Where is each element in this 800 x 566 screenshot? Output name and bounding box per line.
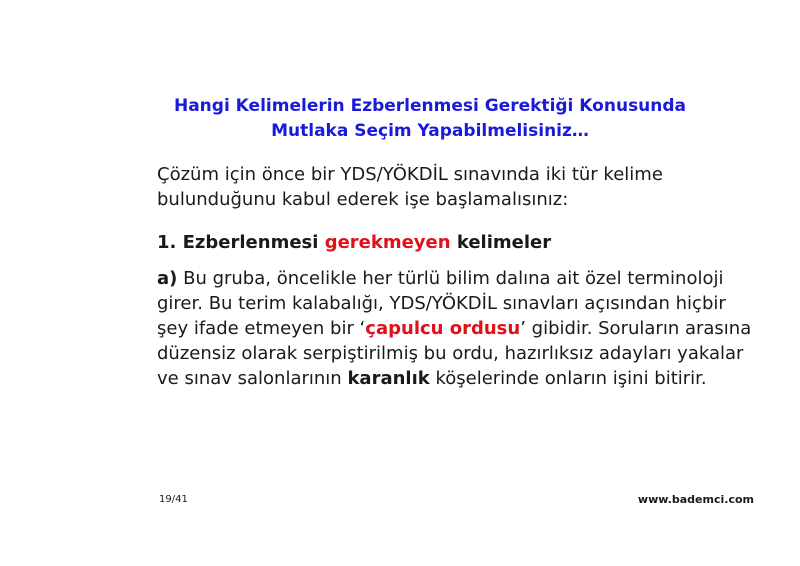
para-line-3 <box>157 316 767 341</box>
section-prefix: 1. Ezberlenmesi <box>157 232 325 253</box>
section-suffix: kelimeler <box>450 232 552 253</box>
site-url: www.bademci.com <box>637 493 754 506</box>
title-line-1: Hangi Kelimelerin Ezberlenmesi Gerektiği Konusunda <box>173 96 687 116</box>
para-line-5 <box>157 366 767 391</box>
para-line-4: düzensiz olarak serpiştirilmiş bu ordu, hazırlıksız adayları yakalar <box>157 343 744 364</box>
para-line-1-text: Bu gruba, öncelikle her türlü bilim dalına ait özel terminoloji <box>177 268 724 289</box>
para-line-5-pre: ve sınav salonlarının <box>157 368 348 389</box>
intro-line-1: Çözüm için önce bir YDS/YÖKDİL sınavında iki tür kelime <box>157 164 663 185</box>
para-line-5-post: köşelerinde onların işini bitirir. <box>429 368 707 389</box>
para-line-2: girer. Bu terim kalabalığı, YDS/YÖKDİL sınavları açısından hiçbir <box>157 293 726 314</box>
title-line-2: Mutlaka Seçim Yapabilmelisiniz… <box>271 121 589 141</box>
para-label: a) <box>157 268 178 289</box>
page-number: 19/41 <box>159 494 188 505</box>
para-line-3-highlight: çapulcu ordusu <box>365 318 521 339</box>
section-highlight: gerekmeyen <box>324 232 451 253</box>
para-line-3-post: ’ gibidir. Soruların arasına <box>520 318 752 339</box>
para-line-1 <box>157 266 767 291</box>
section-heading <box>157 230 767 255</box>
page-title <box>150 94 710 144</box>
body-paragraph <box>157 266 767 391</box>
para-line-3-pre: şey ifade etmeyen bir ‘ <box>157 318 366 339</box>
para-line-5-bold: karanlık <box>347 368 430 389</box>
intro-line-2: bulunduğunu kabul ederek işe başlamalısınız: <box>157 189 569 210</box>
intro-paragraph <box>157 162 767 212</box>
